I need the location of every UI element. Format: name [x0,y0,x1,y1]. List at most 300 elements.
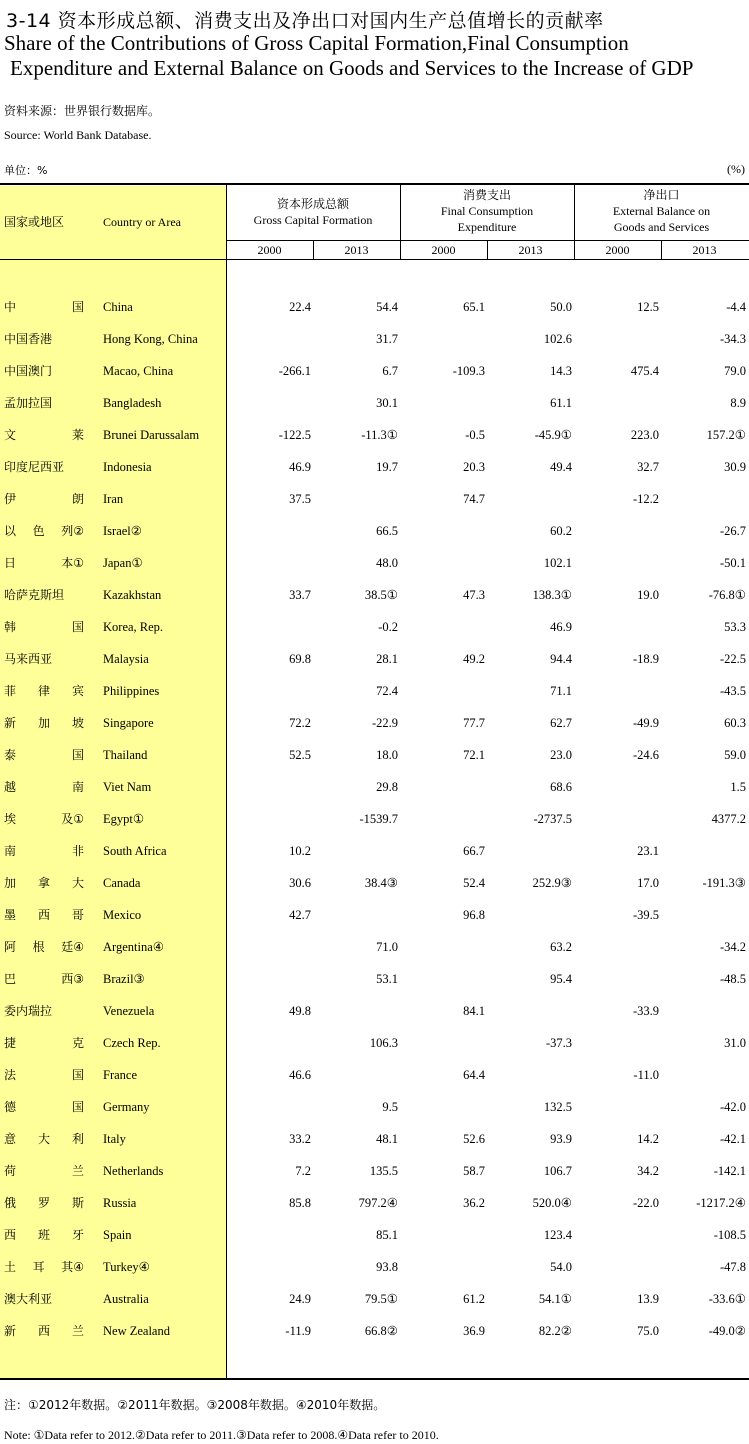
country-name-cn-part: 西③ [61,972,84,986]
country-name-cn-part: 越 [4,780,17,794]
table-row [0,745,749,765]
table-row [0,905,749,925]
table-row [0,297,749,317]
country-name-cn-part: 土 [4,1260,17,1274]
data-cell: 49.2 [463,652,485,666]
data-cell: -266.1 [278,364,311,378]
year-eb-2013: 2013 [692,243,717,257]
table-row [0,809,749,829]
data-cell: -42.0 [719,1100,746,1114]
country-name-en: Egypt① [103,812,145,826]
data-cell: 29.8 [376,780,398,794]
country-name-cn-part: 莱 [71,428,84,442]
data-cell: -48.5 [719,972,746,986]
data-cell: 33.2 [289,1132,311,1146]
data-cell: 520.0④ [532,1196,572,1210]
country-name-cn [4,457,84,477]
country-name-cn-part: 拿 [37,876,50,890]
data-cell: 74.7 [463,492,485,506]
country-name-cn-part: 意 [4,1132,17,1146]
country-name-cn-part: 哥 [71,908,84,922]
country-name-cn [4,1257,84,1277]
data-cell: -33.6① [708,1292,746,1306]
country-name-cn-part: 日 [4,556,17,570]
country-name-cn-part: 哈萨克斯坦 [4,588,65,602]
table-row [0,585,749,605]
data-cell: 46.9 [289,460,311,474]
country-name-cn [4,1097,84,1117]
country-name-cn-part: 其④ [61,1260,84,1274]
country-name-cn-part: 列② [61,524,84,538]
data-cell: -26.7 [719,524,746,538]
country-name-cn-part: 国 [71,620,84,634]
country-name-cn-part: 新 [4,1324,17,1338]
data-cell: 17.0 [637,876,659,890]
data-cell: -42.1 [719,1132,746,1146]
data-cell: 22.4 [289,300,311,314]
country-name-cn-part: 本① [61,556,84,570]
country-name-cn-part: 巴 [4,972,17,986]
country-name-cn [4,1001,84,1021]
data-cell: 77.7 [463,716,485,730]
country-name-cn-part: 国 [71,748,84,762]
header-bottom-rule [0,259,749,260]
table-top-rule [0,183,749,185]
data-cell: 23.1 [637,844,659,858]
data-cell: -11.0 [633,1068,659,1082]
data-cell: 106.3 [369,1036,398,1050]
notes-en: Note: ①Data refer to 2012.②Data refer to 2011.③Data refer to 2008.④Data refer to 2010. [4,1428,439,1442]
data-cell: 60.2 [550,524,572,538]
data-cell: 82.2② [538,1324,572,1338]
country-name-en: Netherlands [103,1164,164,1178]
data-cell: 52.5 [289,748,311,762]
table-row [0,457,749,477]
data-cell: -43.5 [719,684,746,698]
country-name-cn-part: 德 [4,1100,17,1114]
country-name-en: Indonesia [103,460,152,474]
data-cell: 24.9 [289,1292,311,1306]
country-name-en: Mexico [103,908,142,922]
data-cell: 54.1① [538,1292,572,1306]
country-name-cn-part: 菲 [4,684,17,698]
country-name-cn [4,1161,84,1181]
data-cell: 66.7 [463,844,485,858]
country-name-en: Macao, China [103,364,174,378]
country-name-cn-part: 克 [71,1036,84,1050]
data-cell: -34.3 [719,332,746,346]
table-row [0,1129,749,1149]
header-eb-cn: 净出口 [643,188,680,202]
country-name-cn-part: 根 [32,940,45,954]
data-cell: -122.5 [278,428,311,442]
table-row [0,1161,749,1181]
data-cell: -76.8① [708,588,746,602]
data-cell: 72.2 [289,716,311,730]
data-cell: -33.9 [632,1004,659,1018]
country-name-cn [4,617,84,637]
country-name-cn [4,713,84,733]
country-name-en: Canada [103,876,141,890]
country-name-cn-part: 罗 [37,1196,50,1210]
country-name-cn-part: 中国澳门 [4,364,53,378]
country-name-cn [4,553,84,573]
country-name-cn-part: 加 [37,716,50,730]
data-cell: 49.8 [289,1004,311,1018]
country-name-en: France [103,1068,138,1082]
data-cell: 31.0 [724,1036,746,1050]
data-cell: 33.7 [289,588,311,602]
data-cell: 46.6 [289,1068,311,1082]
year-fc-2013: 2013 [518,243,543,257]
country-name-en: Bangladesh [103,396,162,410]
country-name-cn-part: 兰 [71,1164,84,1178]
country-name-cn-part: 马来西亚 [4,652,53,666]
country-name-en: Australia [103,1292,149,1306]
data-cell: -108.5 [713,1228,746,1242]
data-cell: -109.3 [452,364,485,378]
data-cell: 32.7 [637,460,659,474]
data-cell: 102.6 [543,332,572,346]
table-row [0,1225,749,1245]
data-cell: -22.9 [371,716,398,730]
country-name-cn [4,841,84,861]
data-cell: 58.7 [463,1164,485,1178]
country-name-cn-part: 印度尼西亚 [4,460,65,474]
country-name-cn [4,969,84,989]
country-name-cn-part: 大 [37,1132,50,1146]
data-cell: 7.2 [295,1164,311,1178]
table-row [0,1321,749,1341]
country-name-cn-part: 俄 [4,1196,17,1210]
country-name-cn-part: 非 [71,844,84,858]
data-cell: 75.0 [637,1324,659,1338]
country-name-en: South Africa [103,844,167,858]
data-cell: 19.7 [376,460,398,474]
country-name-cn-part: 耳 [32,1260,45,1274]
country-name-cn [4,905,84,925]
data-cell: 10.2 [289,844,311,858]
country-name-cn-part: 孟加拉国 [4,396,53,410]
data-cell: 62.7 [550,716,572,730]
data-cell: 20.3 [463,460,485,474]
data-cell: 93.8 [376,1260,398,1274]
data-cell: 13.9 [637,1292,659,1306]
table-row [0,969,749,989]
country-name-en: Thailand [103,748,148,762]
data-cell: 85.8 [289,1196,311,1210]
country-name-cn-part: 西 [37,908,50,922]
data-cell: -0.2 [378,620,398,634]
data-cell: 65.1 [463,300,485,314]
country-name-en: Israel② [103,524,142,538]
country-name-cn-part: 泰 [4,748,17,762]
data-cell: -4.4 [726,300,746,314]
data-cell: 30.1 [376,396,398,410]
country-name-cn [4,1129,84,1149]
data-cell: 61.1 [550,396,572,410]
data-cell: -49.0② [708,1324,746,1338]
data-cell: 23.0 [550,748,572,762]
country-name-cn-part: 埃 [4,812,17,826]
country-name-cn-part: 斯 [71,1196,84,1210]
data-cell: 72.1 [463,748,485,762]
data-cell: 64.4 [463,1068,485,1082]
data-cell: 42.7 [289,908,311,922]
data-cell: 71.1 [550,684,572,698]
country-name-cn [4,585,84,605]
table-row [0,841,749,861]
data-cell: -1217.2④ [696,1196,746,1210]
unit-percent: (%) [727,162,745,176]
table-row [0,361,749,381]
data-cell: 19.0 [637,588,659,602]
data-cell: -34.2 [719,940,746,954]
country-name-cn-part: 班 [37,1228,50,1242]
country-name-en: Malaysia [103,652,149,666]
data-cell: 96.8 [463,908,485,922]
table-row [0,1289,749,1309]
data-cell: 9.5 [382,1100,398,1114]
data-cell: 79.5① [364,1292,398,1306]
data-cell: 34.2 [637,1164,659,1178]
country-name-cn-part: 加 [4,876,17,890]
page-title-en-line2: Expenditure and External Balance on Goods and Services to the Increase of GDP [10,56,694,80]
country-name-en: Turkey④ [103,1260,150,1274]
table-row [0,617,749,637]
country-name-cn [4,329,84,349]
country-name-en: Russia [103,1196,137,1210]
country-name-en: New Zealand [103,1324,170,1338]
country-name-cn-part: 南 [4,844,17,858]
table-row [0,1065,749,1085]
header-eb-en1: External Balance on [612,204,711,218]
country-name-cn [4,1065,84,1085]
data-cell: 79.0 [724,364,746,378]
country-name-en: Venezuela [103,1004,155,1018]
table-row [0,489,749,509]
country-name-en: Singapore [103,716,154,730]
country-name-cn-part: 大 [71,876,84,890]
country-name-en: Spain [103,1228,132,1242]
country-name-en: Italy [103,1132,126,1146]
header-country-cn: 国家或地区 [4,215,65,229]
data-cell: -12.2 [632,492,659,506]
data-cell: 252.9③ [532,876,572,890]
table-row [0,393,749,413]
page-title-cn: 3-14 资本形成总额、消费支出及净出口对国内生产总值增长的贡献率 [6,10,604,32]
header-fc [400,187,574,235]
source-en: Source: World Bank Database. [4,128,152,142]
country-name-cn [4,649,84,669]
table-row [0,649,749,669]
data-cell: -22.5 [719,652,746,666]
table-row [0,873,749,893]
data-cell: 59.0 [724,748,746,762]
data-cell: 71.0 [376,940,398,954]
country-name-cn-part: 利 [71,1132,84,1146]
data-cell: 1.5 [730,780,746,794]
header-gcf-en: Gross Capital Formation [253,213,373,227]
table-row [0,329,749,349]
table-row [0,937,749,957]
country-name-cn [4,681,84,701]
country-name-cn [4,1033,84,1053]
country-name-cn-part: 荷 [4,1164,17,1178]
country-name-cn-part: 朗 [71,492,84,506]
data-cell: 93.9 [550,1132,572,1146]
country-name-en: China [103,300,133,314]
notes-cn: 注：①2012年数据。②2011年数据。③2008年数据。④2010年数据。 [4,1398,386,1412]
table-row [0,713,749,733]
country-name-cn-part: 牙 [71,1228,84,1242]
data-cell: 135.5 [369,1164,398,1178]
data-cell: 84.1 [463,1004,485,1018]
country-name-cn-part: 廷④ [61,940,84,954]
data-cell: 49.4 [550,460,572,474]
country-name-cn-part: 坡 [71,716,84,730]
data-cell: 123.4 [543,1228,572,1242]
country-name-cn-part: 新 [4,716,17,730]
data-cell: -24.6 [632,748,659,762]
table-row [0,1193,749,1213]
country-name-en: Kazakhstan [103,588,162,602]
table-row [0,521,749,541]
year-gcf-2013: 2013 [344,243,369,257]
data-cell: 52.4 [463,876,485,890]
country-name-en: Brazil③ [103,972,145,986]
data-cell: 68.6 [550,780,572,794]
data-cell: -11.3① [361,428,398,442]
data-cell: 95.4 [550,972,572,986]
data-cell: 72.4 [376,684,398,698]
page-title-en-line1: Share of the Contributions of Gross Capital Formation,Final Consumption [4,31,629,55]
table-row [0,1257,749,1277]
header-eb-en2: Goods and Services [613,220,710,234]
data-cell: 47.3 [463,588,485,602]
header-eb [574,187,749,235]
country-name-cn [4,809,84,829]
country-name-en: Hong Kong, China [103,332,198,346]
data-cell: -47.8 [719,1260,746,1274]
data-cell: 46.9 [550,620,572,634]
data-cell: 12.5 [637,300,659,314]
header-gcf-cn: 资本形成总额 [276,197,349,211]
unit-label: 单位：% [4,164,48,177]
data-cell: 53.3 [724,620,746,634]
data-cell: 30.6 [289,876,311,890]
header-gcf [226,196,400,228]
data-cell: 102.1 [543,556,572,570]
country-name-cn-part: 以 [4,524,17,538]
country-name-cn [4,873,84,893]
country-name-cn-part: 及① [61,812,84,826]
data-cell: 66.5 [376,524,398,538]
table-row [0,777,749,797]
table-row [0,1097,749,1117]
country-name-cn-part: 阿 [4,940,17,954]
country-name-cn [4,1321,84,1341]
country-name-en: Iran [103,492,124,506]
country-name-en: Germany [103,1100,150,1114]
country-name-cn [4,1225,84,1245]
country-name-cn-part: 兰 [71,1324,84,1338]
country-name-cn [4,393,84,413]
data-cell: 30.9 [724,460,746,474]
data-cell: -1539.7 [359,812,398,826]
data-cell: 53.1 [376,972,398,986]
country-name-cn-part: 墨 [4,908,17,922]
data-cell: -45.9① [534,428,572,442]
data-cell: 223.0 [630,428,659,442]
country-name-cn-part: 南 [71,780,84,794]
data-cell: 797.2④ [358,1196,398,1210]
data-cell: 48.0 [376,556,398,570]
country-name-cn-part: 国 [71,300,84,314]
country-name-en: Argentina④ [103,940,164,954]
country-name-cn [4,937,84,957]
country-name-cn-part: 文 [4,428,17,442]
data-cell: -142.1 [713,1164,746,1178]
country-name-en: Viet Nam [103,780,152,794]
table-row [0,425,749,445]
country-name-cn-part: 伊 [4,492,17,506]
year-gcf-2000: 2000 [257,243,282,257]
data-cell: 54.0 [550,1260,572,1274]
data-cell: -37.3 [545,1036,572,1050]
country-name-cn-part: 澳大利亚 [4,1292,53,1306]
data-cell: 475.4 [630,364,659,378]
data-cell: 61.2 [463,1292,485,1306]
data-cell: 36.9 [463,1324,485,1338]
data-cell: 63.2 [550,940,572,954]
data-cell: -18.9 [632,652,659,666]
data-cell: 157.2① [706,428,746,442]
year-eb-2000: 2000 [605,243,630,257]
data-cell: 8.9 [730,396,746,410]
country-name-cn [4,777,84,797]
data-cell: 18.0 [376,748,398,762]
data-cell: 50.0 [550,300,572,314]
data-cell: 106.7 [543,1164,572,1178]
data-cell: 4377.2 [711,812,746,826]
data-cell: -49.9 [632,716,659,730]
country-name-cn [4,1193,84,1213]
header-country-en: Country or Area [103,215,181,229]
country-name-cn [4,297,84,317]
data-cell: -39.5 [632,908,659,922]
country-name-cn-part: 国 [71,1068,84,1082]
country-name-cn-part: 韩 [4,620,17,634]
country-name-cn [4,1289,84,1309]
data-cell: 36.2 [463,1196,485,1210]
data-cell: 28.1 [376,652,398,666]
year-fc-2000: 2000 [431,243,456,257]
data-cell: 14.3 [550,364,572,378]
data-cell: 54.4 [376,300,398,314]
data-cell: -50.1 [719,556,746,570]
country-name-cn-part: 西 [37,1324,50,1338]
table-row [0,681,749,701]
country-name-en: Korea, Rep. [103,620,164,634]
country-name-cn-part: 中国香港 [4,332,53,346]
data-cell: 38.4③ [364,876,398,890]
country-name-en: Czech Rep. [103,1036,161,1050]
data-cell: 37.5 [289,492,311,506]
table-row [0,1001,749,1021]
data-cell: -11.9 [285,1324,311,1338]
country-name-cn-part: 捷 [4,1036,17,1050]
